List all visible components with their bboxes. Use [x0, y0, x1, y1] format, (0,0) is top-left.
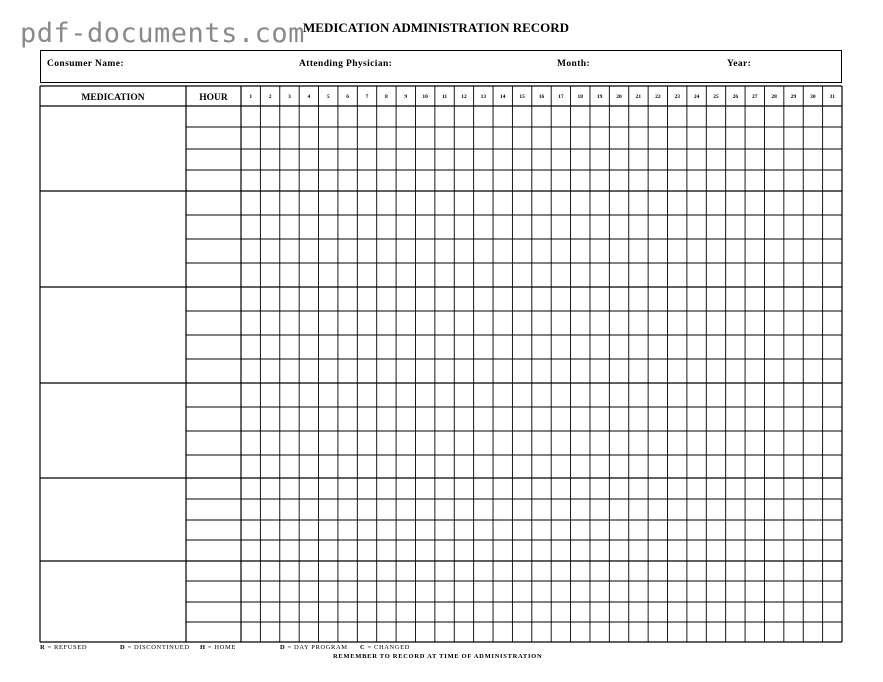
- attending-physician-label: Attending Physician:: [299, 59, 393, 69]
- legend-discontinued: [120, 644, 190, 651]
- day-number-header: 25: [713, 94, 719, 100]
- day-number-header: 18: [577, 94, 584, 100]
- day-number-header: 27: [752, 94, 758, 100]
- legend-code: C: [360, 644, 366, 651]
- watermark-text: pdf-documents.com: [20, 18, 305, 49]
- month-label: Month:: [557, 59, 591, 69]
- day-number-header: 28: [771, 94, 777, 100]
- day-number-header: 23: [674, 94, 680, 100]
- day-number-header: 2: [268, 94, 272, 100]
- legend-text: = REFUSED: [47, 644, 88, 651]
- day-number-header: 19: [596, 94, 603, 100]
- day-number-header: 10: [422, 94, 428, 100]
- consumer-name-label: Consumer Name:: [47, 59, 124, 69]
- day-number-header: 15: [519, 94, 525, 100]
- day-number-header: 16: [538, 94, 545, 100]
- day-number-header: 26: [732, 94, 739, 100]
- legend-changed: [360, 644, 410, 651]
- day-number-header: 7: [365, 94, 369, 100]
- legend-text: = CHANGED: [367, 644, 410, 651]
- day-number-header: 29: [790, 94, 797, 100]
- day-number-header: 6: [346, 94, 350, 100]
- day-number-header: 20: [616, 94, 622, 100]
- legend-refused: [40, 644, 87, 651]
- legend-text: = HOME: [207, 644, 236, 651]
- day-number-header: 24: [693, 94, 700, 100]
- day-number-header: 5: [326, 94, 330, 100]
- legend-day-program: [280, 644, 348, 651]
- day-number-header: 31: [829, 94, 836, 100]
- day-number-header: 13: [480, 94, 487, 100]
- legend-code: D: [280, 644, 286, 651]
- medication-column-header: MEDICATION: [81, 93, 145, 103]
- page-title: MEDICATION ADMINISTRATION RECORD: [303, 20, 570, 35]
- legend-text: = DAY PROGRAM: [287, 644, 348, 651]
- legend-code: R: [40, 644, 46, 651]
- year-label: Year:: [727, 59, 752, 69]
- legend-text: = DISCONTINUED: [127, 644, 190, 651]
- legend-code: H: [200, 644, 206, 651]
- day-number-header: 21: [635, 94, 642, 100]
- day-number-header: 3: [288, 94, 291, 100]
- day-number-header: 30: [810, 94, 816, 100]
- day-number-header: 14: [499, 94, 506, 100]
- day-number-header: 8: [385, 94, 388, 100]
- hour-column-header: HOUR: [199, 93, 228, 103]
- legend-home: [200, 644, 236, 651]
- day-number-header: 22: [655, 94, 661, 100]
- day-number-header: 9: [404, 94, 408, 100]
- day-number-header: 17: [558, 94, 564, 100]
- day-number-header: 11: [441, 94, 448, 100]
- reminder-text: REMEMBER TO RECORD AT TIME OF ADMINISTRATION: [333, 653, 543, 660]
- legend-code: D: [120, 644, 126, 651]
- day-number-header: 4: [307, 94, 311, 100]
- day-number-header: 12: [461, 94, 467, 100]
- day-number-header: 1: [249, 94, 253, 100]
